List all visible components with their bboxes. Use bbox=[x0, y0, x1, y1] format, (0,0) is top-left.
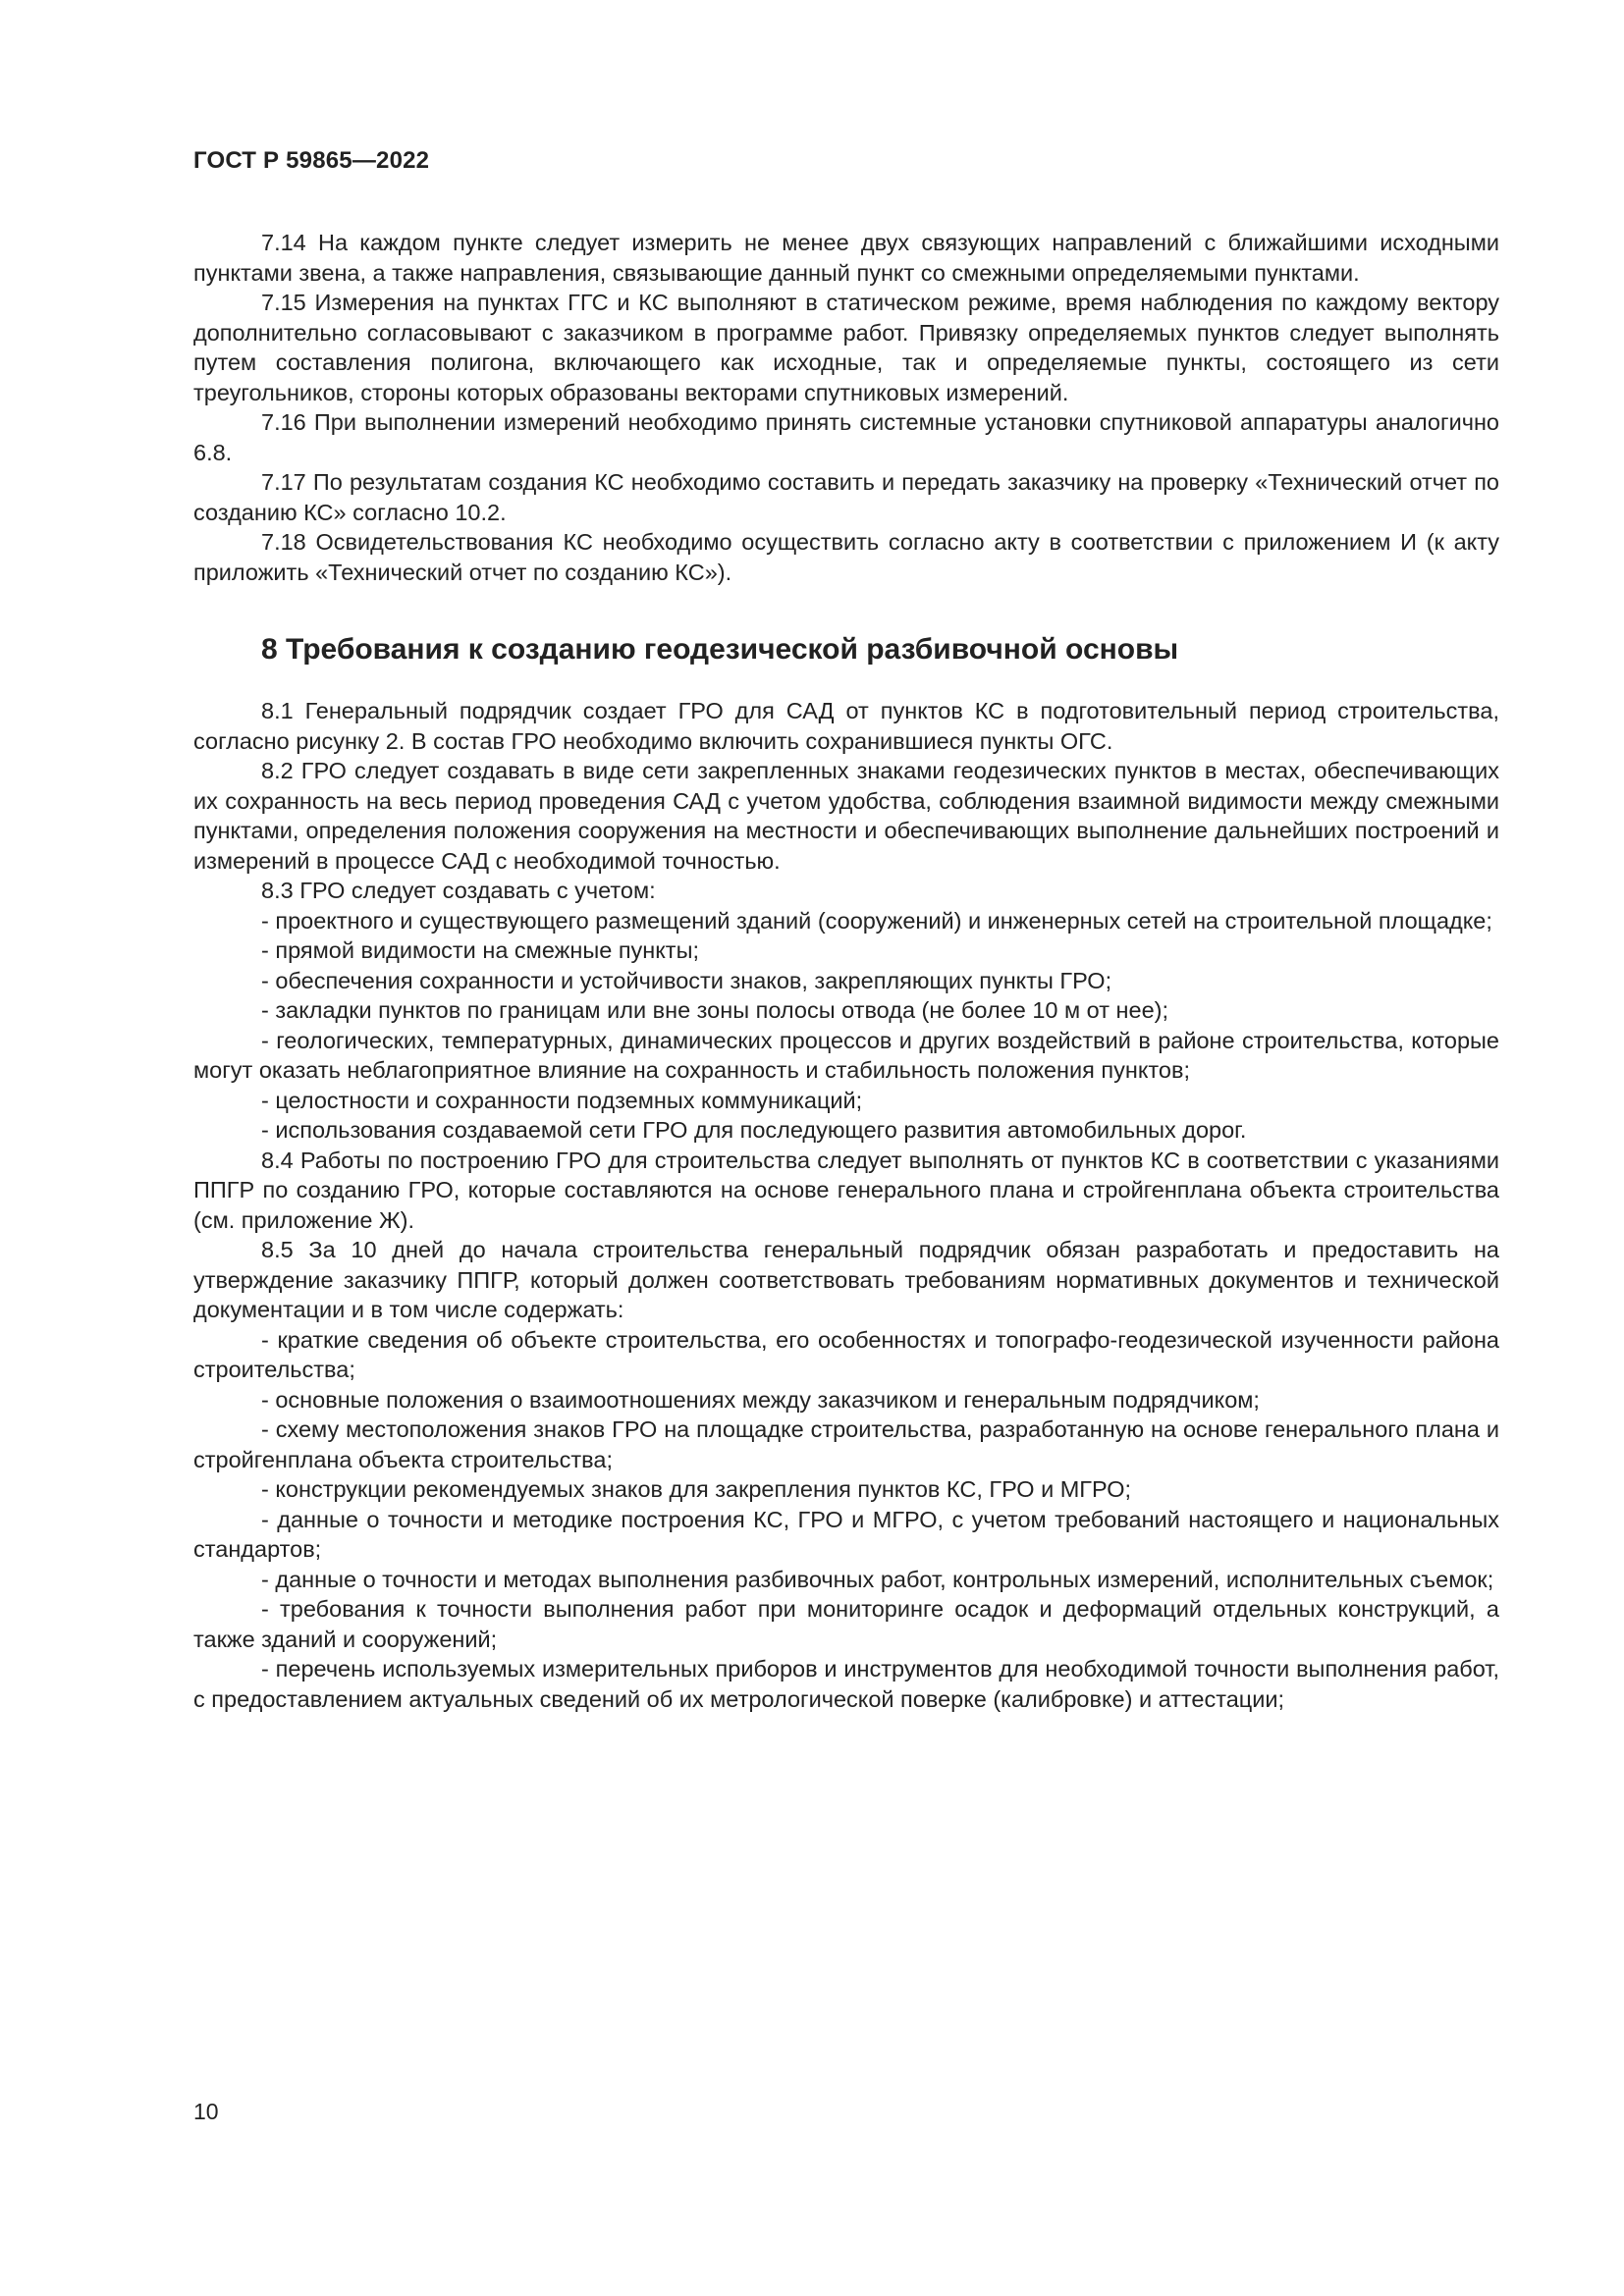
list-item-8-5-6: - данные о точности и методах выполнения разбивочных работ, контрольных измерений, исполнительных съемок; bbox=[261, 1566, 1494, 1592]
list-item-8-3-4: - закладки пунктов по границам или вне зоны полосы отвода (не более 10 м от нее); bbox=[261, 997, 1169, 1023]
list-item-8-3-1: - проектного и существующего размещений зданий (сооружений) и инженерных сетей на строительной площадке; bbox=[261, 907, 1492, 934]
list-item-8-3-7: - использования создаваемой сети ГРО для последующего развития автомобильных дорог. bbox=[261, 1117, 1247, 1143]
list-item-8-5-3: - схему местоположения знаков ГРО на площадке строительства, разработанную на основе генерального плана и стройгенплана объекта строительства; bbox=[193, 1416, 1499, 1472]
paragraph-7-14: 7.14 На каждом пункте следует измерить не менее двух связующих направлений с ближайшими исходными пунктами звена, а также направления, связывающие данный пункт со смежными определяемыми пунктами. bbox=[193, 230, 1499, 286]
list-item-8-5-8: - перечень используемых измерительных приборов и инструментов для необходимой точности выполнения работ, с предоставлением актуальных сведений об их метрологической поверке (калибровке) и аттестации; bbox=[193, 1656, 1499, 1712]
paragraph-8-2: 8.2 ГРО следует создавать в виде сети закрепленных знаками геодезических пунктов в местах, обеспечивающих их сохранность на весь период проведения САД с учетом удобства, соблюдения взаимной видимости между смежными пунктами, определения положения сооружения на местности и обеспечивающих выполнение дальнейших построений и измерений в процессе САД с необходимой точностью. bbox=[193, 758, 1499, 874]
document-page bbox=[193, 147, 1499, 1714]
paragraph-7-15: 7.15 Измерения на пунктах ГГС и КС выполняют в статическом режиме, время наблюдения по каждому вектору дополнительно согласовывают с заказчиком в программе работ. Привязку определяемых пунктов следует выполнять путем составления полигона, включающего как исходные, так и определяемые пункты, состоящего из сети треугольников, стороны которых образованы векторами спутниковых измерений. bbox=[193, 290, 1499, 405]
list-item-8-5-5: - данные о точности и методике построения КС, ГРО и МГРО, с учетом требований настоящего и национальных стандартов; bbox=[193, 1506, 1499, 1562]
paragraph-7-18: 7.18 Освидетельствования КС необходимо осуществить согласно акту в соответствии с приложением И (к акту приложить «Технический отчет по созданию КС»). bbox=[193, 529, 1499, 585]
paragraph-8-5: 8.5 За 10 дней до начала строительства генеральный подрядчик обязан разработать и предоставить на утверждение заказчику ППГР, который должен соответствовать требованиям нормативных документов и технической документации и в том числе содержать: bbox=[193, 1237, 1499, 1322]
list-item-8-3-3: - обеспечения сохранности и устойчивости знаков, закрепляющих пункты ГРО; bbox=[261, 967, 1112, 993]
list-item-8-3-2: - прямой видимости на смежные пункты; bbox=[261, 937, 699, 963]
section-8-heading: 8 Требования к созданию геодезической разбивочной основы bbox=[261, 633, 1179, 666]
list-item-8-3-6: - целостности и сохранности подземных коммуникаций; bbox=[261, 1087, 863, 1113]
paragraph-8-1: 8.1 Генеральный подрядчик создает ГРО для САД от пунктов КС в подготовительный период строительства, согласно рисунку 2. В состав ГРО необходимо включить сохранившиеся пункты ОГС. bbox=[193, 698, 1499, 754]
page-number: 10 bbox=[193, 2099, 219, 2124]
list-item-8-3-5: - геологических, температурных, динамических процессов и других воздействий в районе строительства, которые могут оказать неблагоприятное влияние на сохранность и стабильность положения пунктов; bbox=[193, 1027, 1499, 1083]
paragraph-7-17: 7.17 По результатам создания КС необходимо составить и передать заказчику на проверку «Технический отчет по созданию КС» согласно 10.2. bbox=[193, 469, 1499, 525]
paragraph-7-16: 7.16 При выполнении измерений необходимо принять системные установки спутниковой аппаратуры аналогично 6.8. bbox=[193, 409, 1499, 465]
list-item-8-5-1: - краткие сведения об объекте строительства, его особенностях и топографо-геодезической изученности района строительства; bbox=[193, 1326, 1499, 1382]
list-item-8-5-4: - конструкции рекомендуемых знаков для закрепления пунктов КС, ГРО и МГРО; bbox=[261, 1476, 1132, 1502]
document-header: ГОСТ Р 59865—2022 bbox=[193, 147, 430, 174]
list-item-8-5-2: - основные положения о взаимоотношениях между заказчиком и генеральным подрядчиком; bbox=[261, 1386, 1260, 1413]
paragraph-8-3: 8.3 ГРО следует создавать с учетом: bbox=[261, 878, 656, 903]
list-item-8-5-7: - требования к точности выполнения работ при мониторинге осадок и деформаций отдельных конструкций, а также зданий и сооружений; bbox=[193, 1596, 1499, 1652]
paragraph-8-4: 8.4 Работы по построению ГРО для строительства следует выполнять от пунктов КС в соответствии с указаниями ППГР по созданию ГРО, которые составляются на основе генерального плана и стройгенплана объекта строительства (см. приложение Ж). bbox=[193, 1147, 1499, 1233]
